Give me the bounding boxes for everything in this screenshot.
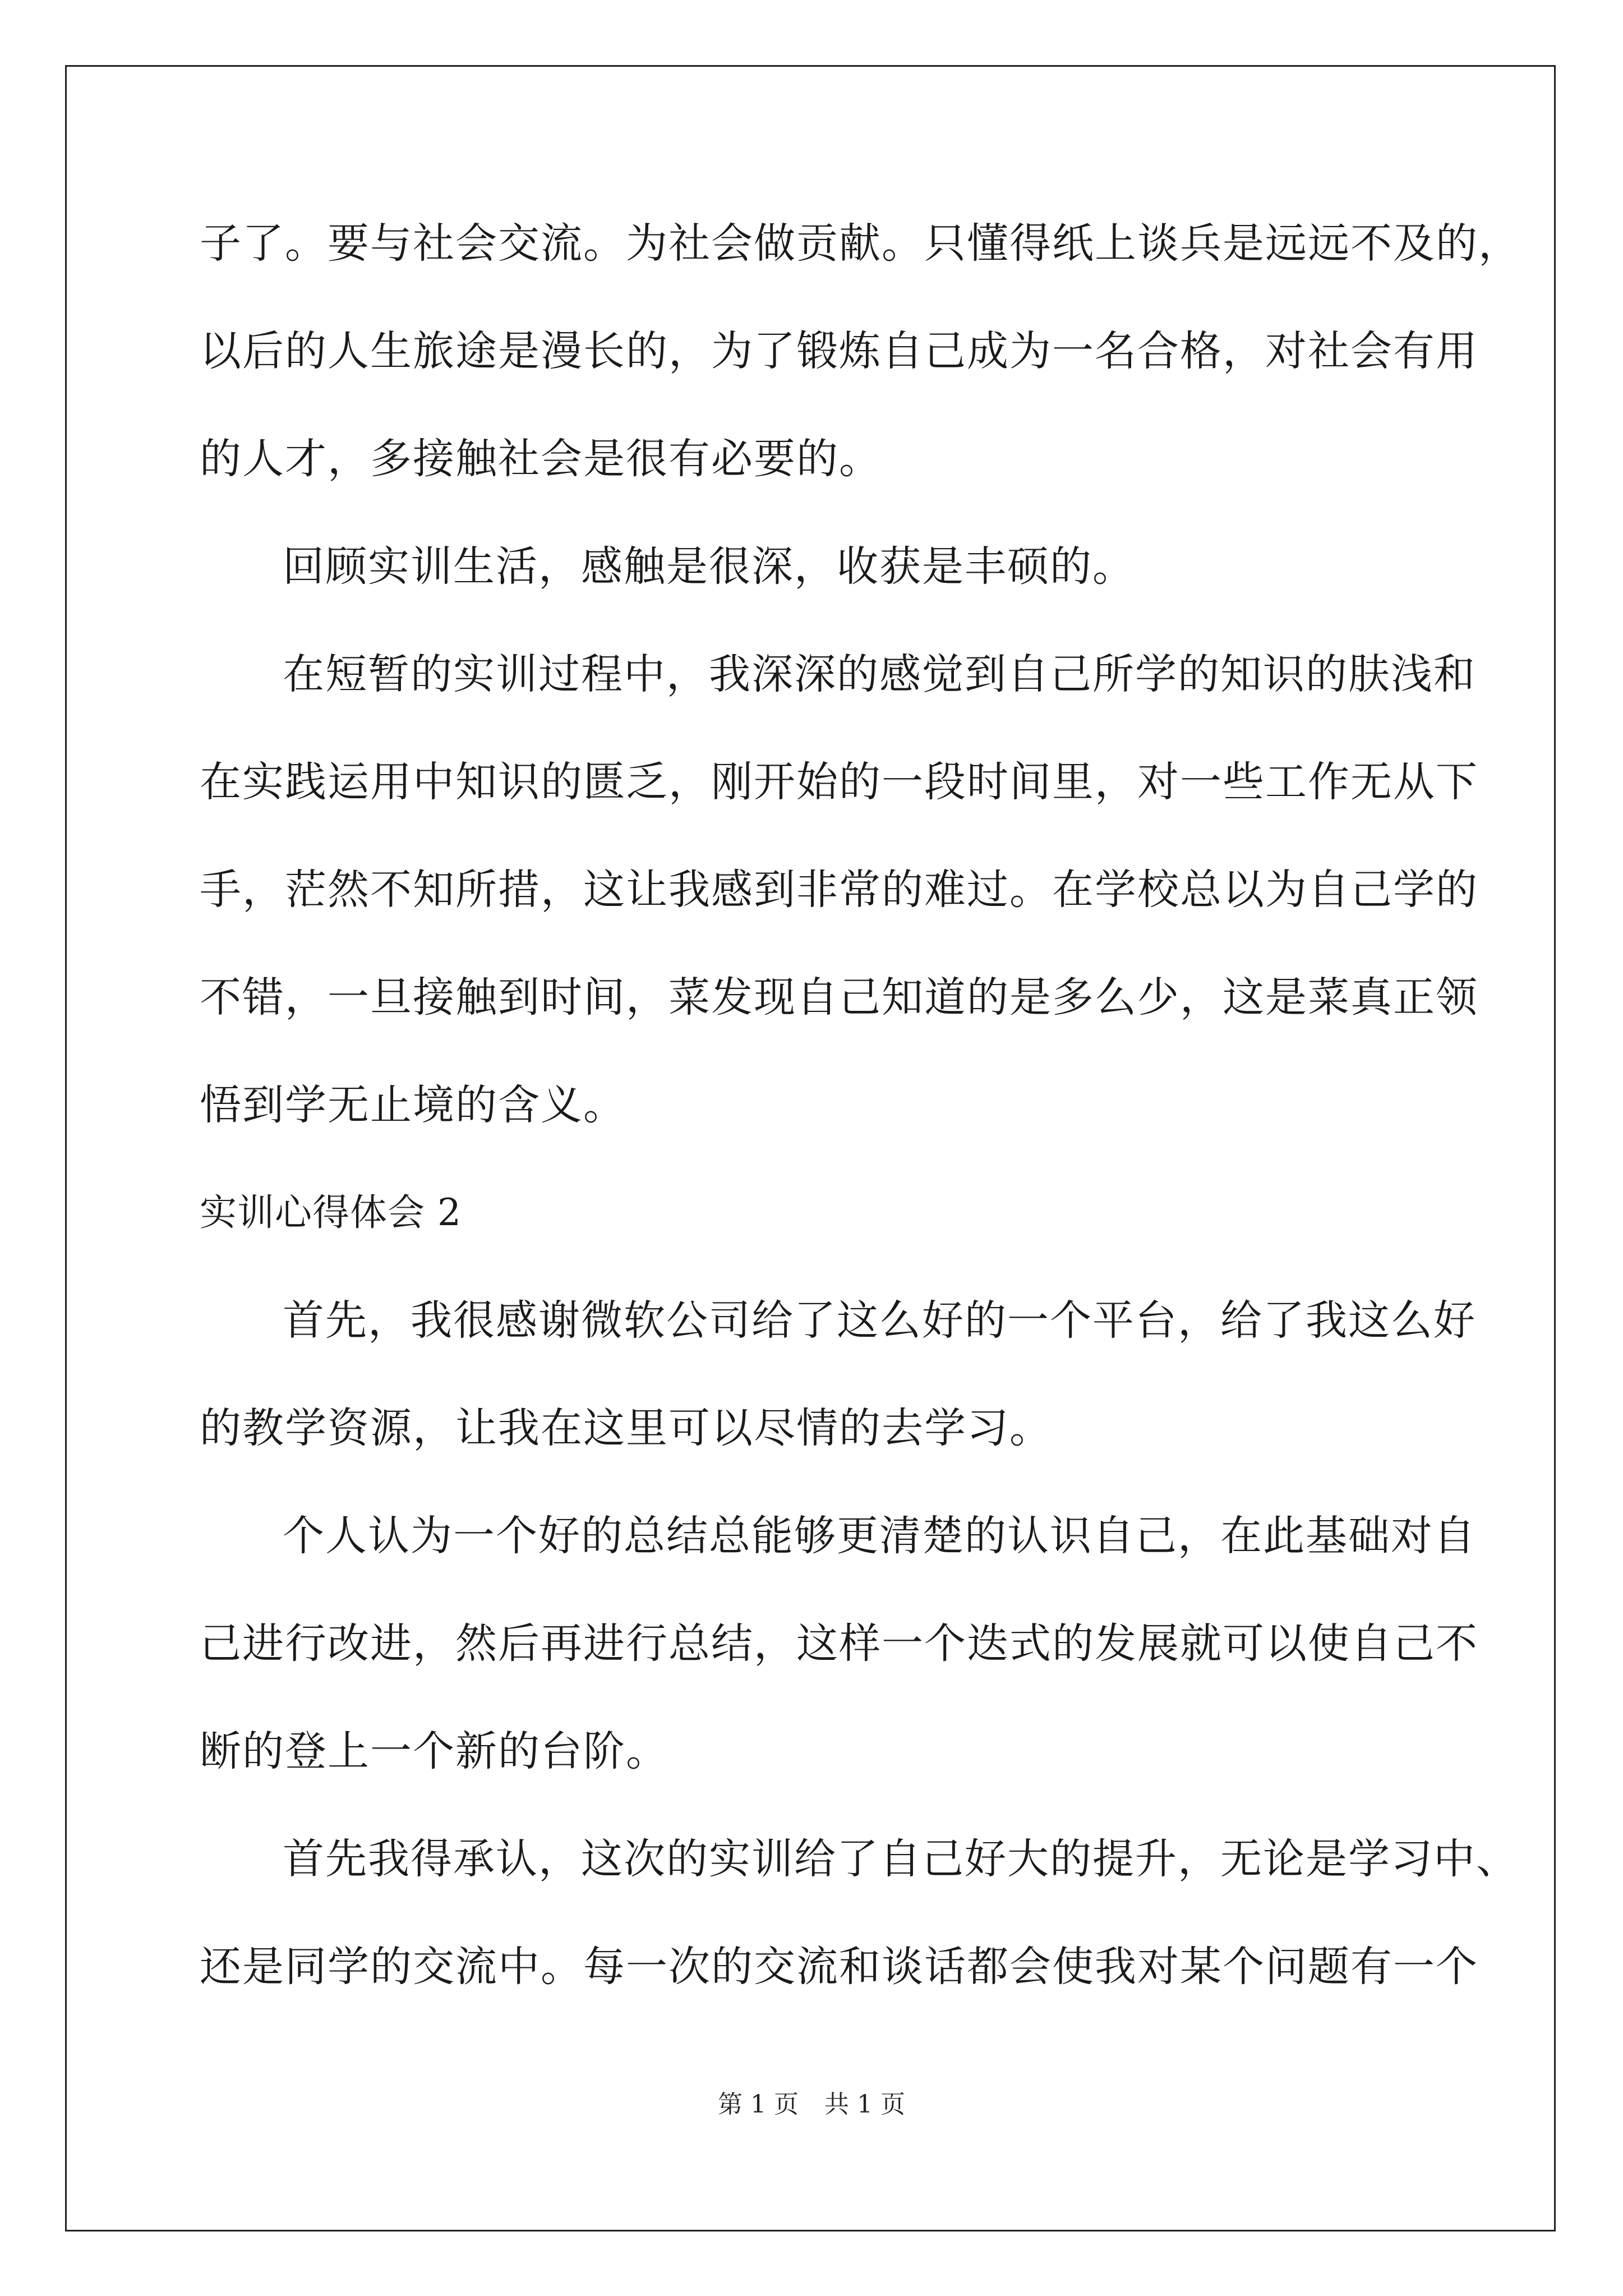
text-line: 在实践运用中知识的匮乏，刚开始的一段时间里，对一些工作无从下 [200,758,1478,806]
section-heading: 实训心得体会 2 [200,1191,462,1234]
text-line: 断的登上一个新的台阶。 [200,1727,668,1775]
paragraph-start-line: 首先我得承认，这次的实训给了自己好大的提升，无论是学习中、 [283,1835,1519,1883]
text-line: 不错，一旦接触到时间，菜发现自己知道的是多么少，这是菜真正领 [200,973,1478,1022]
text-line: 以后的人生旅途是漫长的，为了锻炼自己成为一名合格，对社会有用 [200,327,1478,375]
page-number-current: 第 1 页 [718,2090,799,2119]
document-body [200,190,1521,2021]
paragraph-start-line: 个人认为一个好的总结总能够更清楚的认识自己，在此基础对自 [283,1512,1476,1560]
page-footer [0,2088,1623,2122]
paragraph-start-line: 在短暂的实训过程中，我深深的感觉到自己所学的知识的肤浅和 [283,650,1476,698]
text-line: 手，茫然不知所措，这让我感到非常的难过。在学校总以为自己学的 [200,866,1478,914]
paragraph-start-line: 回顾实训生活，感触是很深，收获是丰硕的。 [283,542,1135,591]
text-line: 的人才，多接触社会是很有必要的。 [200,435,882,483]
text-line: 的教学资源，让我在这里可以尽情的去学习。 [200,1404,1052,1452]
page-number-total: 共 1 页 [824,2090,905,2119]
paragraph-start-line: 首先，我很感谢微软公司给了这么好的一个平台，给了我这么好 [283,1296,1476,1345]
text-line: 己进行改进，然后再进行总结，这样一个迭式的发展就可以使自己不 [200,1619,1478,1668]
text-line: 子了。要与社会交流。为社会做贡献。只懂得纸上谈兵是远远不及的， [200,219,1521,268]
text-line: 还是同学的交流中。每一次的交流和谈话都会使我对某个问题有一个 [200,1943,1478,1991]
text-line: 悟到学无止境的含义。 [200,1081,626,1129]
